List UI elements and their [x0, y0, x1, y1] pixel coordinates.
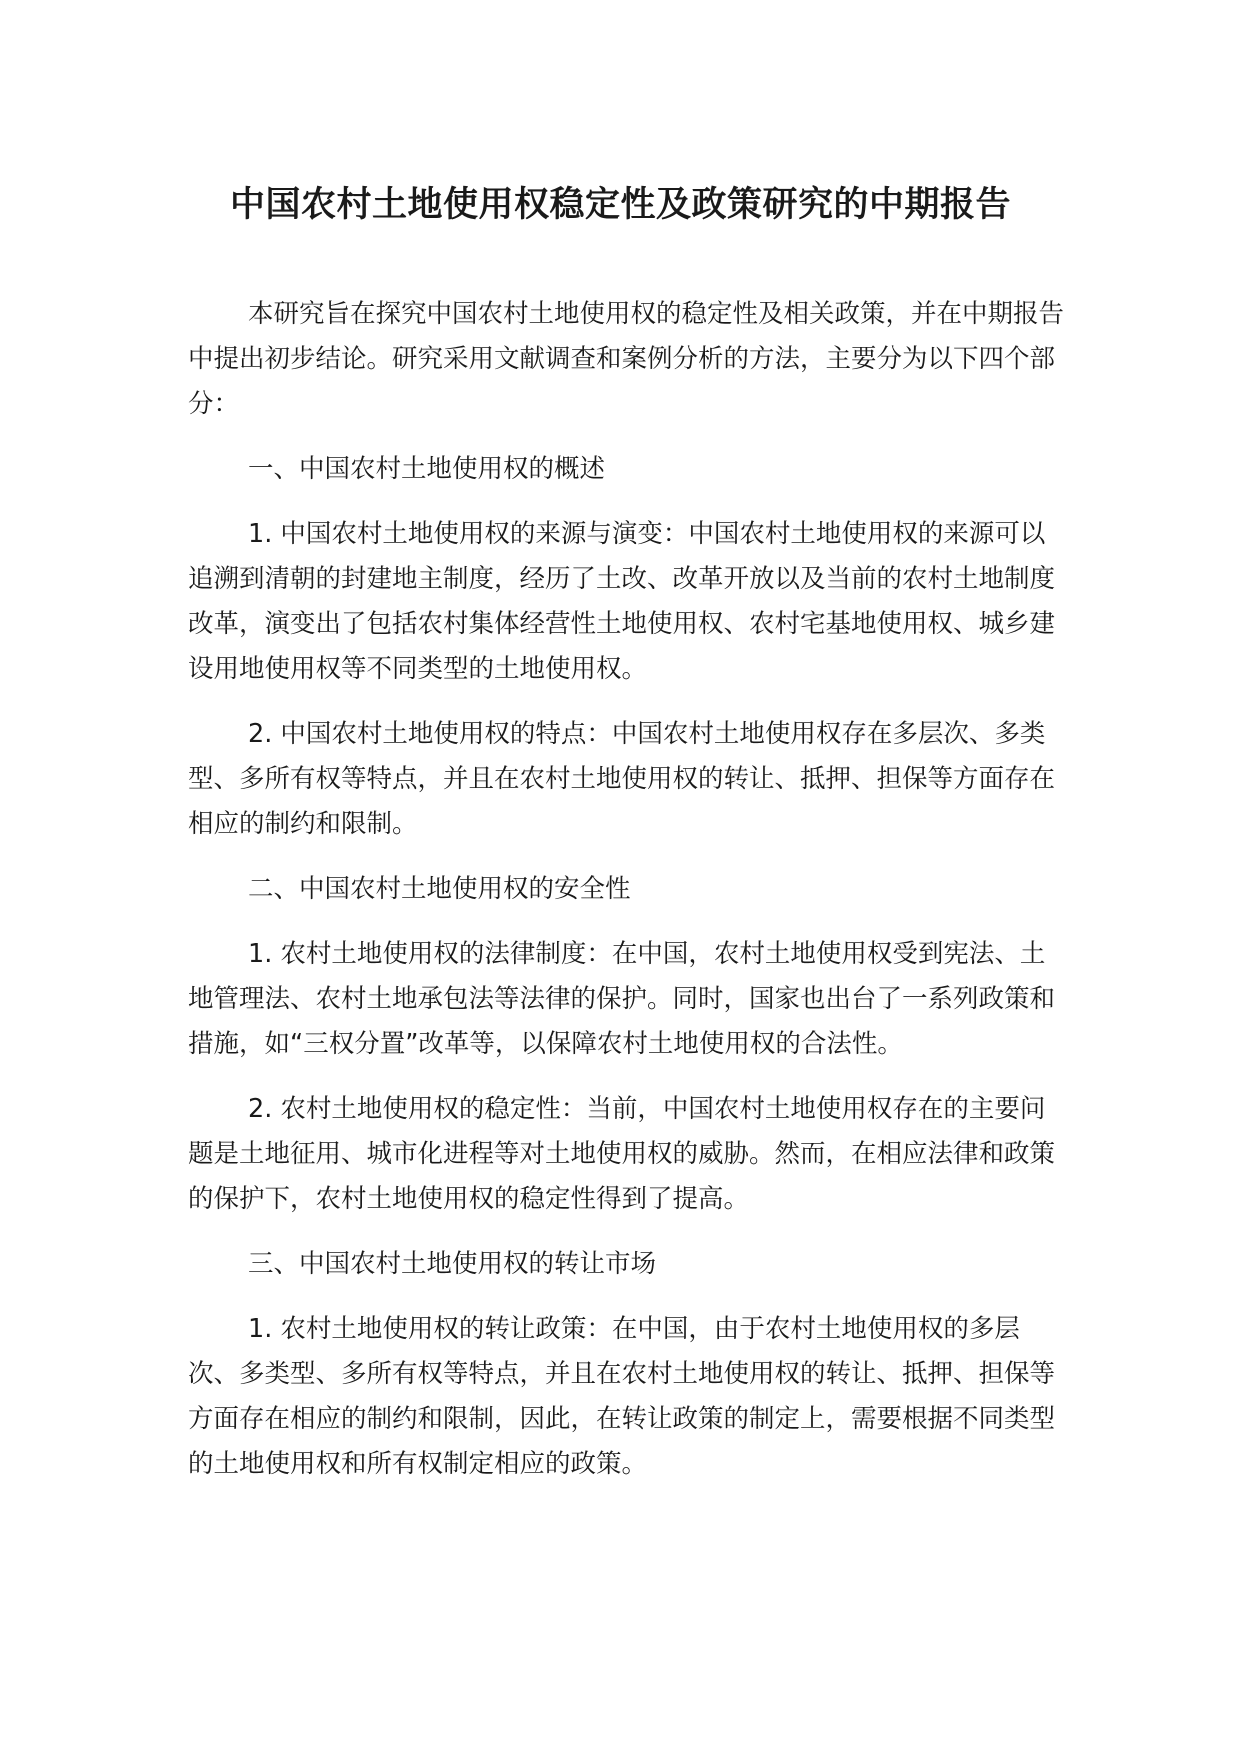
- intro-paragraph: 本研究旨在探究中国农村土地使用权的稳定性及相关政策，并在中期报告中提出初步结论。研究采用文献调查和案例分析的方法，主要分为以下四个部分：: [188, 299, 1065, 419]
- section-1-paragraph-1: 1. 中国农村土地使用权的来源与演变：中国农村土地使用权的来源可以追溯到清朝的封建地主制度，经历了土改、改革开放以及当前的农村土地制度改革，演变出了包括农村集体经营性土地使用权、农村宅基地使用权、城乡建设用地使用权等不同类型的土地使用权。: [188, 519, 1056, 684]
- section-heading-3: 三、中国农村土地使用权的转让市场: [248, 1249, 657, 1279]
- section-heading-1: 一、中国农村土地使用权的概述: [248, 454, 606, 484]
- section-2-paragraph-1: 1. 农村土地使用权的法律制度：在中国，农村土地使用权受到宪法、土地管理法、农村土地承包法等法律的保护。同时，国家也出台了一系列政策和措施，如“三权分置”改革等，以保障农村土地使用权的合法性。: [188, 939, 1056, 1059]
- section-1-paragraph-2: 2. 中国农村土地使用权的特点：中国农村土地使用权存在多层次、多类型、多所有权等特点，并且在农村土地使用权的转让、抵押、担保等方面存在相应的制约和限制。: [188, 719, 1056, 839]
- document-body: [188, 292, 1064, 1507]
- section-2-paragraph-2: 2. 农村土地使用权的稳定性：当前，中国农村土地使用权存在的主要问题是土地征用、城市化进程等对土地使用权的威胁。然而，在相应法律和政策的保护下，农村土地使用权的稳定性得到了提高。: [188, 1094, 1056, 1214]
- section-heading-2: 二、中国农村土地使用权的安全性: [248, 874, 631, 904]
- section-3-paragraph-1: 1. 农村土地使用权的转让政策：在中国，由于农村土地使用权的多层次、多类型、多所有权等特点，并且在农村土地使用权的转让、抵押、担保等方面存在相应的制约和限制，因此，在转让政策的制定上，需要根据不同类型的土地使用权和所有权制定相应的政策。: [188, 1314, 1056, 1479]
- document-title: 中国农村土地使用权稳定性及政策研究的中期报告: [229, 185, 1011, 225]
